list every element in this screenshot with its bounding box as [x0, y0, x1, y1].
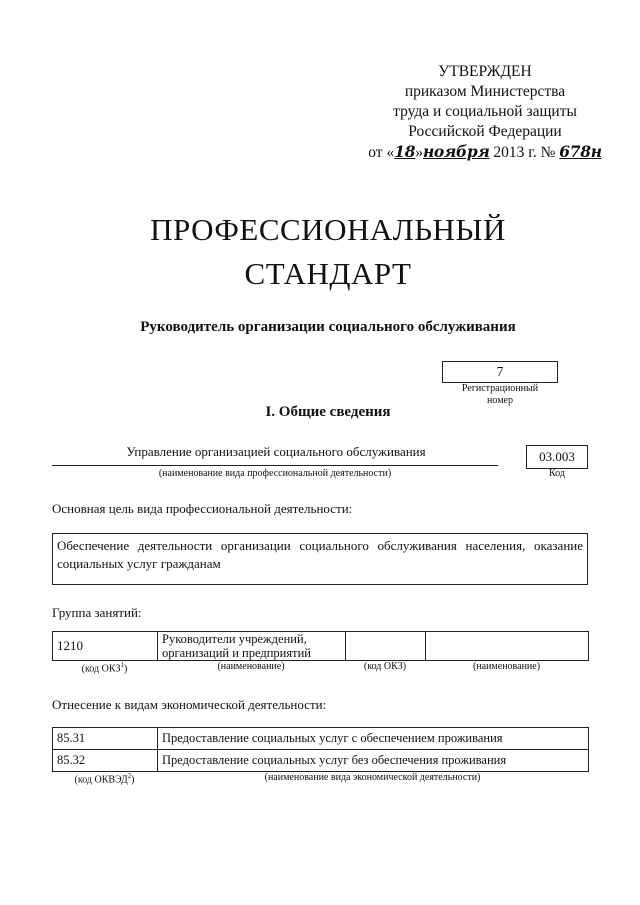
- activity-code-label: Код: [549, 468, 565, 479]
- okz-code-cell-2: [346, 632, 426, 661]
- approval-line-4: Российской Федерации: [408, 123, 562, 140]
- occupation-caption-code-2: (код ОКЗ): [363, 661, 407, 672]
- registration-number: 7: [442, 361, 558, 383]
- activity-code: 03.003: [526, 445, 588, 469]
- okved-code-cell: 85.31: [53, 728, 158, 750]
- economic-caption-name: (наименование вида экономической деятельности): [264, 772, 481, 783]
- activity-caption: (наименование вида профессиональной деятельности): [158, 468, 392, 479]
- approval-date-line: [360, 142, 610, 163]
- date-year: 2013 г. №: [489, 144, 560, 161]
- activity-underline: [52, 465, 498, 466]
- okved-code-cell: 85.32: [53, 750, 158, 772]
- okved-name-cell: Предоставление социальных услуг с обеспечением проживания: [158, 728, 589, 750]
- document-title-line-1: ПРОФЕССИОНАЛЬНЫЙ: [150, 212, 506, 247]
- occupation-caption-name-2: (наименование): [472, 661, 541, 672]
- okved-name-cell: Предоставление социальных услуг без обеспечения проживания: [158, 750, 589, 772]
- okz-code-cell: 1210: [53, 632, 158, 661]
- table-row: [53, 632, 589, 661]
- occupation-caption-name: (наименование): [217, 661, 285, 672]
- occupation-caption-code: [52, 661, 157, 674]
- approval-stamp: [360, 62, 610, 163]
- table-row: [53, 728, 589, 750]
- date-month: ноября: [422, 142, 490, 161]
- approval-title: УТВЕРЖДЕН: [438, 63, 532, 80]
- economic-caption-code: [52, 772, 157, 785]
- registration-label-line-1: Регистрационный: [461, 383, 539, 394]
- activity-name: Управление организацией социального обслуживания: [126, 444, 426, 459]
- date-prefix: от «: [368, 144, 395, 161]
- caption-okved: (код ОКВЭД: [74, 774, 128, 786]
- okz-name-cell-2: [426, 632, 589, 661]
- economic-activity-label: Отнесение к видам экономической деятельности:: [52, 697, 327, 712]
- approval-line-2: приказом Министерства: [404, 83, 566, 100]
- caption-okz-end: ): [124, 663, 128, 675]
- caption-okved-end: ): [131, 774, 135, 786]
- occupation-table: [52, 631, 589, 661]
- economic-activity-table: [52, 727, 589, 772]
- approval-line-3: труда и социальной защиты: [393, 103, 577, 120]
- caption-okz: (код ОКЗ: [81, 663, 121, 675]
- goal-text: Обеспечение деятельности организации социального обслуживания населения, оказание социальных услуг гражданам: [52, 533, 588, 585]
- standard-name: Руководитель организации социального обслуживания: [140, 319, 516, 335]
- occupation-group-label: Группа занятий:: [52, 605, 142, 620]
- footnote-1: 1: [120, 661, 125, 669]
- registration-label-line-2: номер: [487, 395, 513, 406]
- order-number: 678н: [559, 142, 602, 161]
- document-title-line-2: СТАНДАРТ: [244, 256, 412, 291]
- okz-name-cell: Руководители учреждений, организаций и предприятий: [158, 632, 346, 661]
- goal-label: Основная цель вида профессиональной деятельности:: [52, 501, 353, 516]
- table-row: [53, 750, 589, 772]
- date-mid: »: [415, 144, 423, 161]
- date-day: 18: [394, 142, 416, 161]
- section-heading: I. Общие сведения: [265, 404, 391, 420]
- footnote-2: 2: [127, 772, 132, 780]
